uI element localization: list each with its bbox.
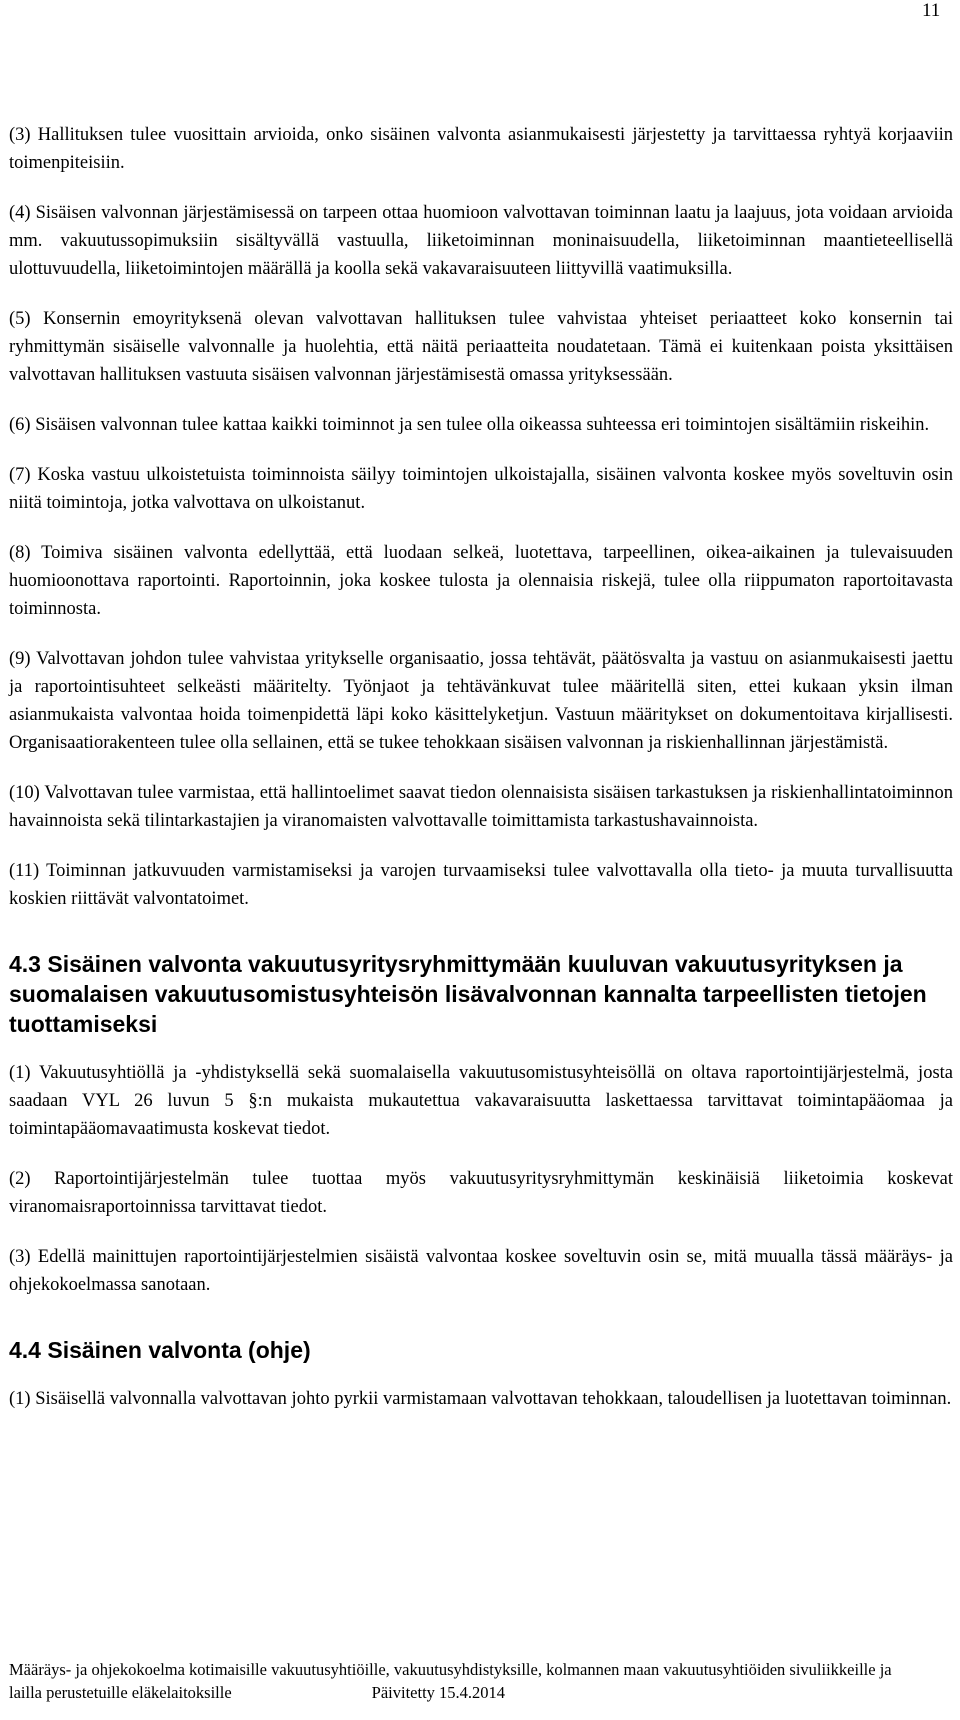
section-heading-4-3: 4.3 Sisäinen valvonta vakuutusyritysryhmittymään kuuluvan vakuutusyrityksen ja suomalaisen vakuutusomistusyhteisön lisävalvonnan kannalta tarpeellisten tietojen tuottamiseksi <box>9 951 927 1037</box>
paragraph-9: (9) Valvottavan johdon tulee vahvistaa yritykselle organisaatio, jossa tehtävät, päätösvalta ja vastuu on asianmukaisesti jaettu ja raportointisuhteet selkeästi määritelty. Työnjaot ja tehtävänkuvat tulee määritellä siten, ettei kukaan yksin ilman asianmukaista valvontaa hoida toimenpidettä läpi koko käsittelyketjun. Vastuun määritykset on dokumentoitava kirjallisesti. Organisaatiorakenteen tulee olla sellainen, että se tukee tehokkaan sisäisen valvonnan ja riskienhallinnan järjestämistä. <box>9 649 953 753</box>
footer-publisher: lailla perustetuille eläkelaitoksille <box>9 1683 232 1702</box>
paragraph-10: (10) Valvottavan tulee varmistaa, että hallintoelimet saavat tiedon olennaisista sisäisen tarkastuksen ja riskienhallintatoiminnon havainnoista sekä tilintarkastajien ja viranomaisten valvottavalle toimittamista tarkastushavainnoista. <box>9 783 953 831</box>
page-footer <box>9 1658 953 1704</box>
document-body <box>9 121 953 1435</box>
paragraph-11: (11) Toiminnan jatkuvuuden varmistamiseksi ja varojen turvaamiseksi tulee valvottavalla olla tieto- ja muuta turvallisuutta koskien riittävät valvontatoimet. <box>9 861 953 909</box>
paragraph-6: (6) Sisäisen valvonnan tulee kattaa kaikki toiminnot ja sen tulee olla oikeassa suhteessa eri toimintojen sisältämiin riskeihin. <box>9 415 930 435</box>
paragraph-8: (8) Toimiva sisäinen valvonta edellyttää, että luodaan selkeä, luotettava, tarpeellinen, oikea-aikainen ja tulevaisuuden huomioonottava raportointi. Raportoinnin, joka koskee tulosta ja olennaisia riskejä, tulee olla riippumaton raportoitavasta toiminnosta. <box>9 543 953 619</box>
page-number: 11 <box>922 0 941 21</box>
section-4-4-paragraph-1: (1) Sisäisellä valvonnalla valvottavan johto pyrkii varmistamaan valvottavan tehokkaan, taloudellisen ja luotettavan toiminnan. <box>9 1389 952 1409</box>
paragraph-7: (7) Koska vastuu ulkoistetuista toiminnoista säilyy toimintojen ulkoistajalla, sisäinen valvonta koskee myös soveltuvin osin niitä toimintoja, jotka valvottava on ulkoistanut. <box>9 465 953 513</box>
section-4-3-paragraph-2: (2) Raportointijärjestelmän tulee tuottaa myös vakuutusyritysryhmittymän keskinäisiä liiketoimia koskevat viranomaisraportoinnissa tarvittavat tiedot. <box>9 1169 953 1217</box>
paragraph-5: (5) Konsernin emoyrityksenä olevan valvottavan hallituksen tulee vahvistaa yhteiset periaatteet koko konsernin tai ryhmittymän sisäiselle valvonnalle ja huolehtia, että näitä periaatteita noudatetaan. Tämä ei kuitenkaan poista yksittäisen valvottavan hallituksen vastuuta sisäisen valvonnan järjestämisestä omassa yrityksessään. <box>9 309 953 385</box>
paragraph-3: (3) Hallituksen tulee vuosittain arvioida, onko sisäinen valvonta asianmukaisesti järjestetty ja tarvittaessa ryhtyä korjaaviin toimenpiteisiin. <box>9 125 953 173</box>
section-4-3-paragraph-1: (1) Vakuutusyhtiöllä ja -yhdistyksellä sekä suomalaisella vakuutusomistusyhteisöllä on oltava raportointijärjestelmä, josta saadaan VYL 26 luvun 5 §:n mukaista mukautettua vakavaraisuutta laskettaessa tarvittavat toimintapääomaa ja toimintapääomavaatimusta koskevat tiedot. <box>9 1063 953 1139</box>
footer-line-1: Määräys- ja ohjekokoelma kotimaisille vakuutusyhtiöille, vakuutusyhdistyksille, kolmannen maan vakuutusyhtiöiden sivuliikkeille ja <box>9 1660 892 1679</box>
footer-updated-date: Päivitetty 15.4.2014 <box>371 1683 506 1702</box>
section-4-3-paragraph-3: (3) Edellä mainittujen raportointijärjestelmien sisäistä valvontaa koskee soveltuvin osin se, mitä muualla tässä määräys- ja ohjekokoelmassa sanotaan. <box>9 1247 953 1295</box>
footer-line-2 <box>9 1681 953 1704</box>
paragraph-4: (4) Sisäisen valvonnan järjestämisessä on tarpeen ottaa huomioon valvottavan toiminnan laatu ja laajuus, jota voidaan arvioida mm. vakuutussopimuksiin sisältyvällä vastuulla, liiketoiminnan moninaisuudella, liiketoiminnan maantieteellisellä ulottuvuudella, liiketoimintojen määrällä ja koolla sekä vakavaraisuuteen liittyvillä vaatimuksilla. <box>9 203 953 279</box>
section-heading-4-4: 4.4 Sisäinen valvonta (ohje) <box>9 1337 311 1363</box>
